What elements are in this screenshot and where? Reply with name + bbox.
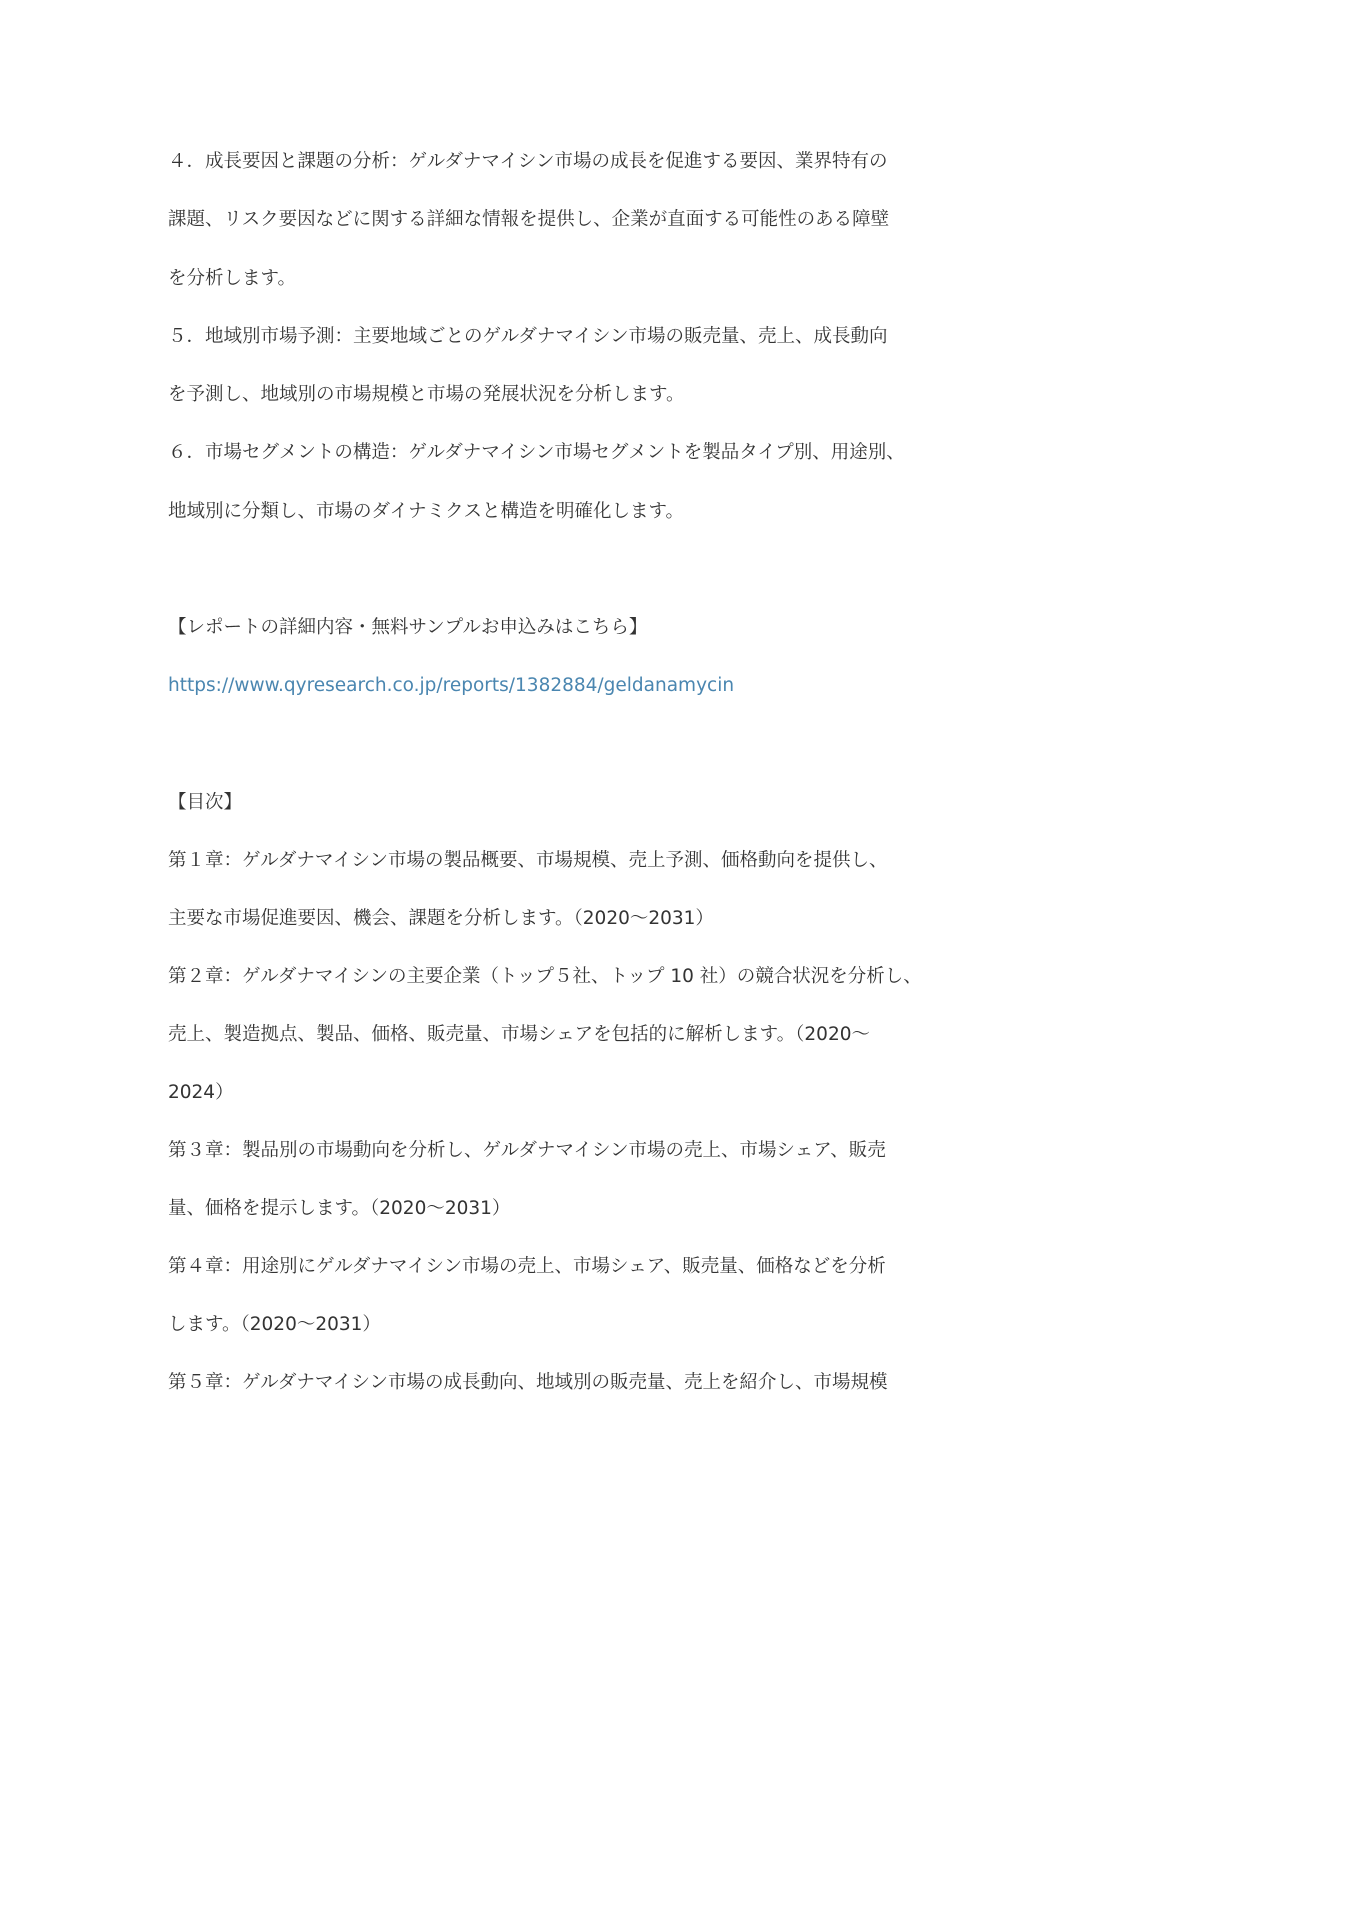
toc-ch4-line-1: 第４章：用途別にゲルダナマイシン市場の売上、市場シェア、販売量、価格などを分析	[168, 1256, 886, 1277]
item4-line-3: を分析します。	[168, 268, 297, 289]
toc-ch5-line-1: 第５章：ゲルダナマイシン市場の成長動向、地域別の販売量、売上を紹介し、市場規模	[168, 1372, 888, 1393]
report-link-heading: 【レポートの詳細内容・無料サンプルお申込みはこちら】	[168, 617, 648, 638]
report-link-url[interactable]: https://www.qyresearch.co.jp/reports/1382884/geldanamycin	[168, 675, 735, 696]
item4-line-1: ４．成長要因と課題の分析：ゲルダナマイシン市場の成長を促進する要因、業界特有の	[168, 151, 888, 172]
toc-ch1-line-1: 第１章：ゲルダナマイシン市場の製品概要、市場規模、売上予測、価格動向を提供し、	[168, 850, 888, 871]
item5-line-2: を予測し、地域別の市場規模と市場の発展状況を分析します。	[168, 384, 685, 405]
item4-line-2: 課題、リスク要因などに関する詳細な情報を提供し、企業が直面する可能性のある障壁	[168, 209, 890, 230]
toc-ch4-line-2: します。（2020～2031）	[168, 1314, 381, 1335]
toc-heading: 【目次】	[168, 792, 243, 813]
toc-ch3-line-2: 量、価格を提示します。（2020～2031）	[168, 1198, 511, 1219]
item6-line-2: 地域別に分類し、市場のダイナミクスと構造を明確化します。	[168, 501, 684, 522]
toc-ch3-line-1: 第３章：製品別の市場動向を分析し、ゲルダナマイシン市場の売上、市場シェア、販売	[168, 1140, 886, 1161]
item6-line-1: ６．市場セグメントの構造：ゲルダナマイシン市場セグメントを製品タイプ別、用途別、	[168, 442, 905, 463]
toc-ch2-line-3: 2024）	[168, 1082, 234, 1103]
toc-ch1-line-2: 主要な市場促進要因、機会、課題を分析します。（2020～2031）	[168, 908, 714, 929]
item5-line-1: ５．地域別市場予測：主要地域ごとのゲルダナマイシン市場の販売量、売上、成長動向	[168, 326, 888, 347]
toc-ch2-line-2: 売上、製造拠点、製品、価格、販売量、市場シェアを包括的に解析します。（2020～	[168, 1024, 870, 1045]
toc-ch2-line-1: 第２章：ゲルダナマイシンの主要企業（トップ５社、トップ 10 社）の競合状況を分析し、	[168, 966, 922, 987]
